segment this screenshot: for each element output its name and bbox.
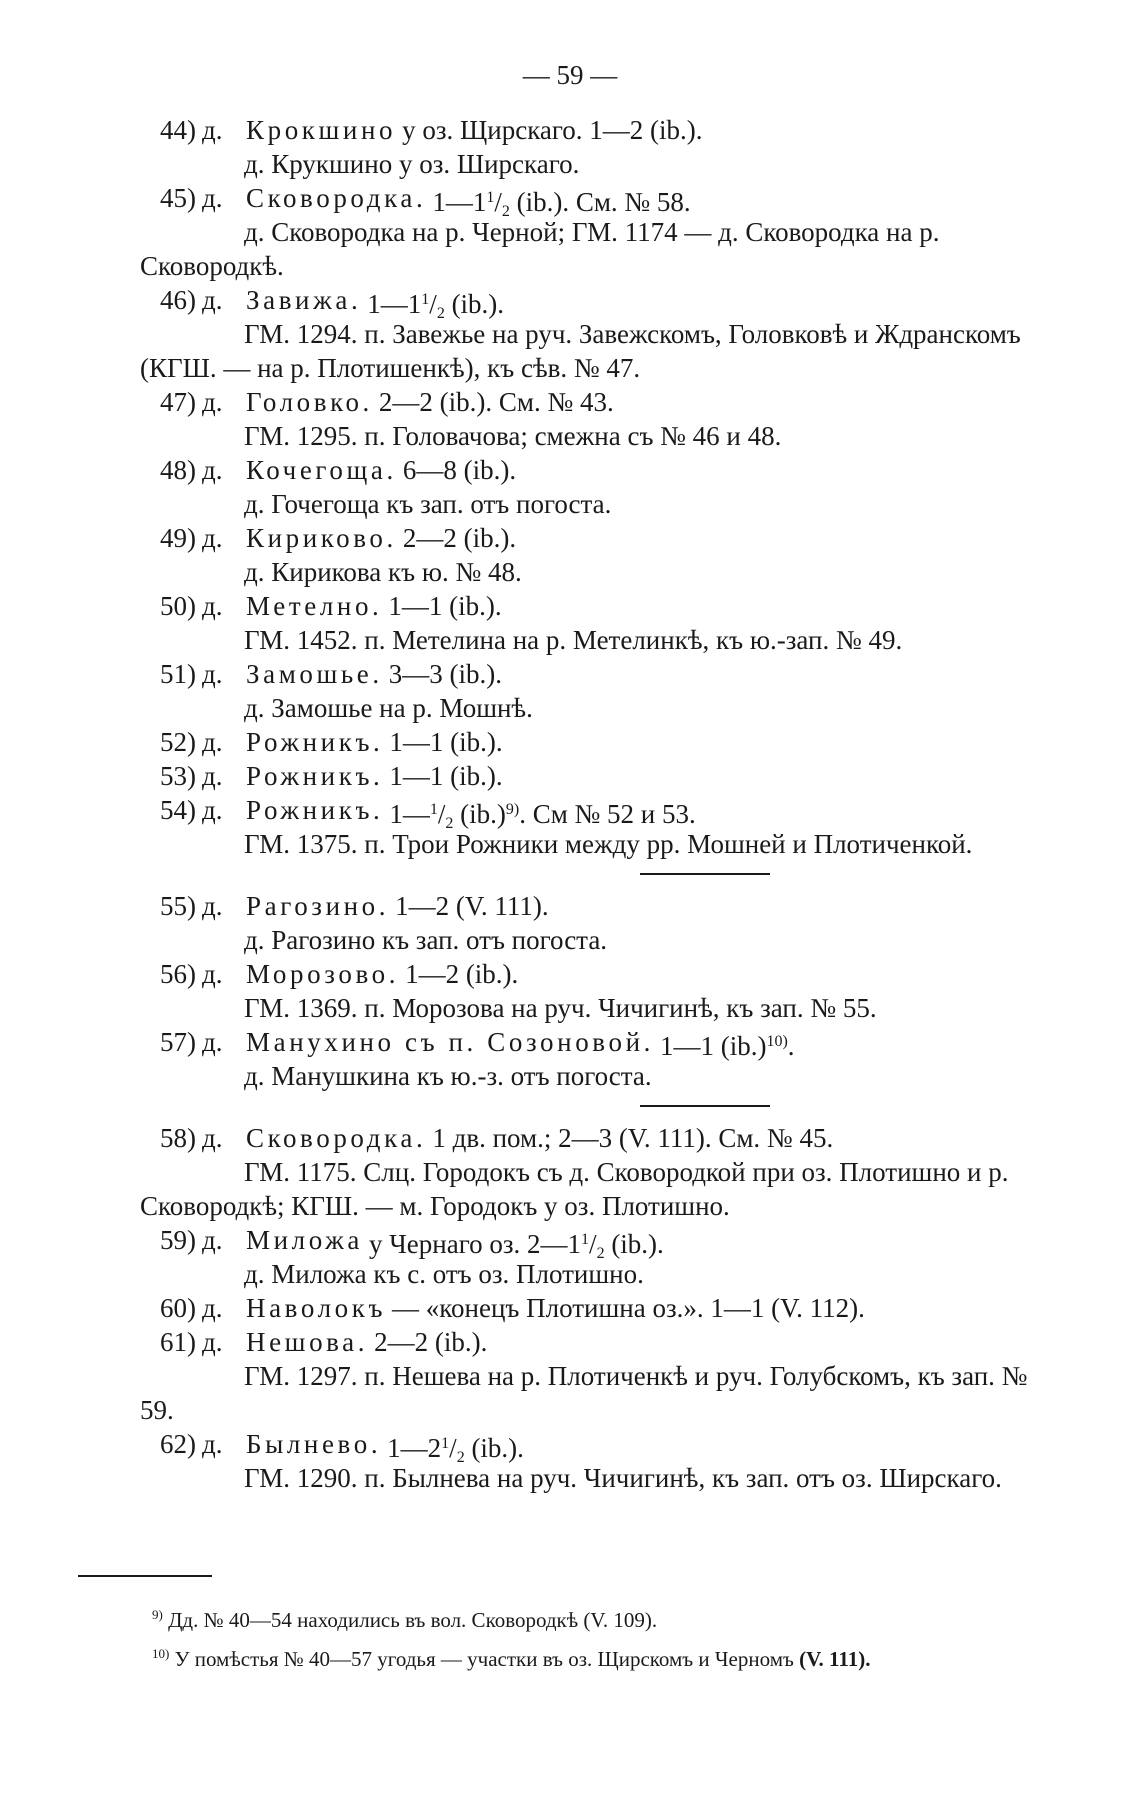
fraction-denominator: 2 [596,1245,605,1262]
entry-number: 59) [160,1225,196,1255]
entry-detail-text: (ib.). [444,289,505,319]
entry-type: д. [202,1225,223,1255]
entry-detail-text: 1 дв. пом.; 2—3 (V. 111). См. № 45. [432,1123,834,1153]
entry-detail-text: (ib.). [464,1433,524,1463]
entry-details [403,453,516,487]
entry-48 [140,453,1050,521]
entry-detail-text: (ib.). [604,1229,664,1259]
entry-type: д. [202,1293,223,1323]
entry-head [140,657,1050,691]
footnote-text: Дд. № 40—54 находились въ вол. Сковородкѣ (V. 109). [168,1608,658,1632]
entry-type: д. [202,183,223,213]
fraction-slash: / [429,289,437,319]
entry-number: 52) [160,727,196,757]
entry-56 [140,957,1050,1025]
entry-type: д. [202,1123,223,1153]
entry-47 [140,385,1050,453]
entry-source-note: ГМ. 1175. Слц. Городокъ съ д. Сковородкой при оз. Плотишно и р. Сковородкѣ; КГШ. — м. Городокъ у оз. Плотишно. [140,1157,1009,1221]
entry-details [395,889,549,923]
fraction-denominator: 2 [456,1449,465,1466]
entry-head [140,1121,1050,1155]
entry-name: Рагозино. [246,891,390,921]
entry-61 [140,1325,1050,1427]
entry-details [374,1325,487,1359]
entry-head [140,725,1050,759]
entry-name: Метелно. [246,591,383,621]
fraction-numerator: 1 [421,291,430,308]
entry-name: Сковородка. [246,183,427,213]
entry-name: Наволокъ [246,1293,387,1323]
entry-name: Кочегоща. [246,455,397,485]
entry-detail-text: 1—2 (ib.). [405,959,519,989]
fraction-slash: / [589,1229,597,1259]
entry-detail-text: 2—2 (ib.). [402,523,517,553]
entry-head [140,453,1050,487]
entry-type: д. [202,1429,223,1459]
entry-details [405,957,518,991]
entry-number: 46) [160,285,196,315]
entry-details [660,1025,795,1059]
entry-detail-text: 1—1 (ib.). [388,591,502,621]
entry-name: Манухино съ п. Созоновой. [246,1027,654,1057]
entry-type: д. [202,455,223,485]
entry-detail-text: (ib.) [453,799,506,829]
entry-head [140,957,1050,991]
entry-number: 49) [160,523,196,553]
entry-head [140,1223,1050,1262]
entry-source-note: д. Гочегоща къ зап. отъ погоста. [244,489,612,519]
entry-detail-text: 2—2 (ib.). [374,1327,488,1357]
entry-number: 57) [160,1027,196,1057]
entry-details [402,113,702,147]
entry-type: д. [202,761,223,791]
entry-type: д. [202,1027,223,1057]
entry-name: Головко. [246,387,373,417]
entry-details [367,283,505,322]
fraction-slash: / [494,187,502,217]
entry-number: 47) [160,387,196,417]
entry-49 [140,521,1050,589]
entry-list [140,113,1050,1495]
fraction-numerator: 1 [441,1435,450,1452]
footnote-reference: 10) [766,1033,788,1050]
entry-detail-text: 1—1 [367,289,422,319]
entry-53 [140,759,1050,793]
entry-name: Былнево. [246,1429,382,1459]
entry-number: 44) [160,115,196,145]
fraction-numerator: 1 [429,801,438,818]
entry-detail-text: . [787,1031,795,1061]
entry-detail-text: 6—8 (ib.). [402,455,517,485]
footnote-marker: 10) [152,1646,170,1661]
entry-name: Миложа [246,1225,363,1255]
entry-57 [140,1025,1050,1093]
fraction-numerator: 1 [581,1231,590,1248]
entry-head [140,181,1050,220]
entry-details [389,725,502,759]
entry-source-note: д. Сковородка на р. Черной; ГМ. 1174 — д. Сковородка на р. Сковородкѣ. [140,217,940,281]
footnote-text: У помѣстья № 40—57 угодья — участки въ оз. Щирскомъ и Черномъ [174,1647,794,1671]
entry-type: д. [202,659,223,689]
entry-name: Крокшино [246,115,397,145]
entry-detail-text: 1—1 (ib.) [659,1031,767,1061]
entry-name: Рожникъ. [246,727,384,757]
entry-detail-text: 1—2 [387,1433,442,1463]
entry-source-note: ГМ. 1294. п. Завежье на руч. Завежскомъ, Головковѣ и Ждранскомъ (КГШ. — на р. Плотишенкѣ), къ сѣв. № 47. [140,319,1021,383]
entry-source-note: ГМ. 1369. п. Морозова на руч. Чичигинѣ, къ зап. № 55. [244,993,877,1023]
entry-source-note: ГМ. 1452. п. Метелина на р. Метелинкѣ, къ ю.-зап. № 49. [244,625,903,655]
entry-type: д. [202,523,223,553]
entry-details [392,1291,865,1325]
footnote-10 [78,1637,1050,1676]
entry-detail-text: . См № 52 и 53. [519,799,696,829]
entry-52 [140,725,1050,759]
entry-number: 53) [160,761,196,791]
entry-head [140,589,1050,623]
fraction-slash: / [437,799,446,829]
entry-detail-text: 1—2 (V. 111). [395,891,549,921]
fraction-slash: / [449,1433,457,1463]
entry-62 [140,1427,1050,1495]
footnote-marker: 9) [152,1607,163,1622]
entry-head [140,793,1050,832]
entry-detail-text: 1— [389,799,430,829]
entry-detail-text: у оз. Щирскаго. 1—2 (ib.). [402,115,703,145]
entry-number: 56) [160,959,196,989]
fraction-denominator: 2 [501,203,510,220]
entry-head [140,521,1050,555]
entry-name: Завижа. [246,285,362,315]
entry-details [432,181,691,220]
footnote-rule [78,1575,212,1577]
footnote-reference: 9) [505,801,520,818]
entry-name: Сковородка. [246,1123,427,1153]
entry-name: Нешова. [246,1327,369,1357]
entry-type: д. [202,115,223,145]
section-divider [140,1093,1050,1121]
footnote-9 [78,1598,1050,1637]
footnotes [78,1598,1050,1676]
entry-source-note: д. Замошье на р. Мошнѣ. [244,693,533,723]
entry-head [140,759,1050,793]
entry-name: Замошье. [246,659,383,689]
entry-details [389,759,502,793]
entry-name: Кириково. [246,523,397,553]
entry-type: д. [202,591,223,621]
footnote-bold-tail: (V. 111). [799,1647,871,1671]
entry-source-note: д. Манушкина къ ю.-з. отъ погоста. [244,1061,652,1091]
entry-58 [140,1121,1050,1223]
entry-type: д. [202,1327,223,1357]
entry-details [403,521,516,555]
entry-head [140,1025,1050,1059]
entry-detail-text: 1—1 [432,187,487,217]
fraction-denominator: 2 [445,815,454,832]
entry-details [389,793,696,832]
entry-source-note: д. Крукшино у оз. Ширскаго. [244,149,580,179]
entry-type: д. [202,387,223,417]
entry-name: Морозово. [246,959,400,989]
entry-head [140,1427,1050,1466]
entry-44 [140,113,1050,181]
entry-number: 60) [160,1293,196,1323]
entry-head [140,1291,1050,1325]
entry-detail-text: 2—2 (ib.). См. № 43. [378,387,614,417]
entry-50 [140,589,1050,657]
entry-number: 45) [160,183,196,213]
section-divider [140,861,1050,889]
entry-number: 55) [160,891,196,921]
entry-source-note: ГМ. 1295. п. Головачова; смежна съ № 46 и 48. [244,421,782,451]
entry-source-note: ГМ. 1297. п. Нешева на р. Плотиченкѣ и руч. Голубскомъ, къ зап. № 59. [140,1361,1028,1425]
entry-details [432,1121,833,1155]
entry-59 [140,1223,1050,1291]
entry-51 [140,657,1050,725]
entry-number: 48) [160,455,196,485]
entry-details [369,1223,664,1262]
entry-source-note: ГМ. 1290. п. Былнева на руч. Чичигинѣ, къ зап. отъ оз. Ширскаго. [244,1463,1002,1493]
entry-45 [140,181,1050,283]
entry-detail-text: 3—3 (ib.). [388,659,502,689]
entry-type: д. [202,795,223,825]
entry-detail-text: (ib.). См. № 58. [509,187,691,217]
entry-head [140,283,1050,322]
entry-name: Рожникъ. [246,795,384,825]
entry-55 [140,889,1050,957]
entry-head [140,385,1050,419]
fraction-denominator: 2 [436,305,445,322]
entry-details [379,385,614,419]
entry-type: д. [202,285,223,315]
entry-type: д. [202,959,223,989]
entry-source-note: д. Миложа къ с. отъ оз. Плотишно. [244,1259,644,1289]
entry-source-note: д. Кирикова къ ю. № 48. [244,557,522,587]
entry-head [140,889,1050,923]
entry-detail-text: 1—1 (ib.). [389,761,503,791]
entry-type: д. [202,727,223,757]
entry-details [389,657,502,691]
entry-type: д. [202,891,223,921]
entry-number: 61) [160,1327,196,1357]
entry-details [388,589,501,623]
entry-detail-text: 1—1 (ib.). [389,727,503,757]
entry-60 [140,1291,1050,1325]
entry-number: 50) [160,591,196,621]
entry-details [387,1427,524,1466]
entry-number: 58) [160,1123,196,1153]
entry-detail-text: — «конецъ Плотишна оз.». 1—1 (V. 112). [392,1293,865,1323]
entry-number: 62) [160,1429,196,1459]
entry-source-note: ГМ. 1375. п. Трои Рожники между рр. Мошней и Плотиченкой. [244,829,973,859]
entry-detail-text: у Чернаго оз. 2—1 [369,1229,582,1259]
entry-number: 54) [160,795,196,825]
entry-54 [140,793,1050,861]
entry-name: Рожникъ. [246,761,384,791]
entry-number: 51) [160,659,196,689]
page-number: — 59 — [522,60,618,90]
entry-head [140,113,1050,147]
entry-head [140,1325,1050,1359]
fraction-numerator: 1 [486,189,495,206]
entry-source-note: д. Рагозино къ зап. отъ погоста. [244,925,608,955]
entry-46 [140,283,1050,385]
